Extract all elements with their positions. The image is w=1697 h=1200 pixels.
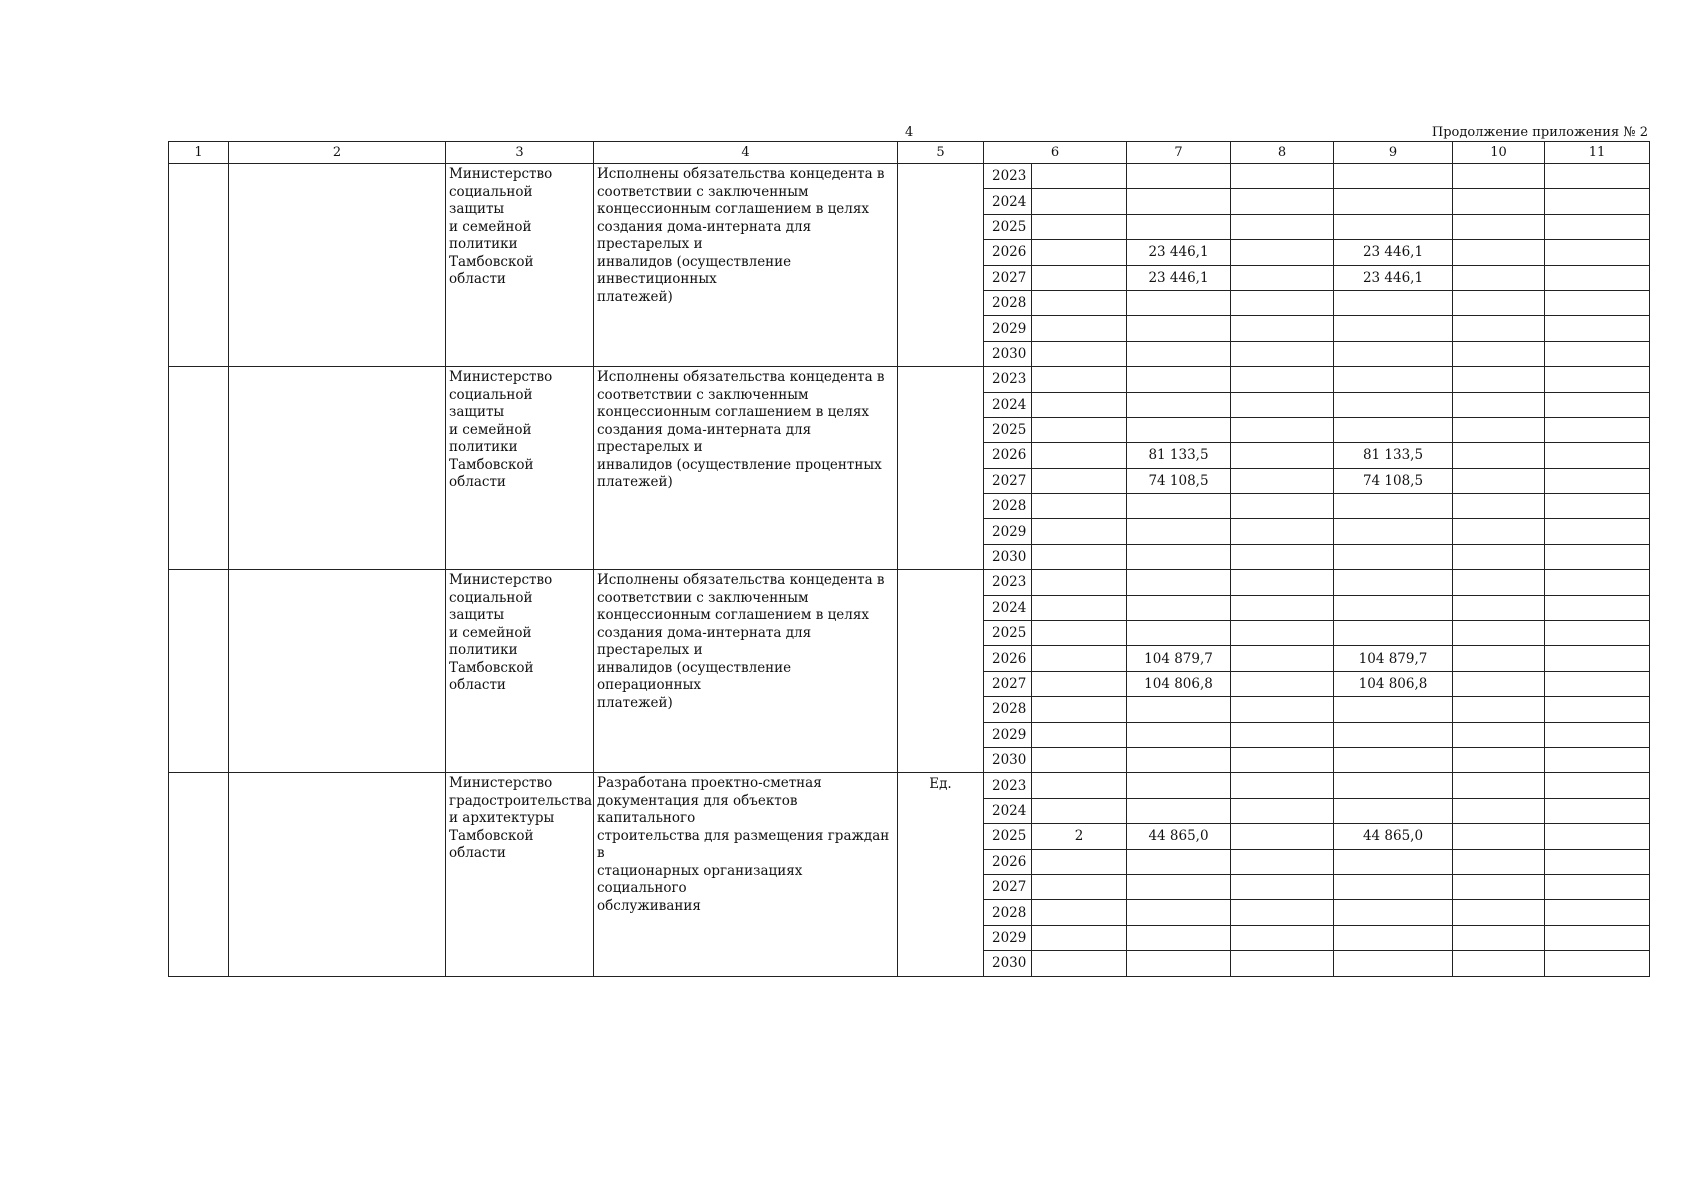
col8-value-cell (1231, 646, 1334, 671)
col10-value-cell (1453, 392, 1545, 417)
col6-value-cell (1032, 240, 1127, 265)
col6-value-cell (1032, 164, 1127, 189)
col6-value-cell (1032, 519, 1127, 544)
table-row (169, 367, 1650, 392)
col8-value-cell (1231, 773, 1334, 798)
col7-value-cell: 104 879,7 (1127, 646, 1231, 671)
header-col-7: 7 (1127, 142, 1231, 164)
col10-value-cell (1453, 265, 1545, 290)
table-body (169, 164, 1650, 977)
col9-value-cell (1334, 290, 1453, 315)
year-cell: 2026 (984, 646, 1032, 671)
col9-value-cell: 23 446,1 (1334, 240, 1453, 265)
year-cell: 2024 (984, 798, 1032, 823)
col11-value-cell (1545, 671, 1650, 696)
col6-value-cell (1032, 392, 1127, 417)
col9-value-cell (1334, 417, 1453, 442)
year-cell: 2029 (984, 519, 1032, 544)
description-cell: Исполнены обязательства концедента в соответствии с заключенным концессионным соглашением в целях создания дома-интерната для престарелых и инвалидов (осуществление инвестиционных платежей) (594, 164, 898, 367)
year-cell: 2023 (984, 367, 1032, 392)
col11-value-cell (1545, 443, 1650, 468)
col8-value-cell (1231, 367, 1334, 392)
col6-value-cell (1032, 722, 1127, 747)
year-cell: 2023 (984, 570, 1032, 595)
col7-value-cell (1127, 164, 1231, 189)
col11-value-cell (1545, 951, 1650, 976)
col10-value-cell (1453, 773, 1545, 798)
col9-value-cell: 81 133,5 (1334, 443, 1453, 468)
col9-value-cell (1334, 874, 1453, 899)
year-cell: 2026 (984, 240, 1032, 265)
col9-value-cell: 23 446,1 (1334, 265, 1453, 290)
col7-value-cell: 23 446,1 (1127, 265, 1231, 290)
indicator-name-cell (229, 773, 446, 976)
col6-value-cell (1032, 874, 1127, 899)
col10-value-cell (1453, 646, 1545, 671)
col10-value-cell (1453, 240, 1545, 265)
col8-value-cell (1231, 900, 1334, 925)
col11-value-cell (1545, 773, 1650, 798)
col8-value-cell (1231, 189, 1334, 214)
col10-value-cell (1453, 722, 1545, 747)
col11-value-cell (1545, 468, 1650, 493)
col8-value-cell (1231, 341, 1334, 366)
header-col-3: 3 (446, 142, 594, 164)
col10-value-cell (1453, 316, 1545, 341)
col7-value-cell (1127, 570, 1231, 595)
col10-value-cell (1453, 290, 1545, 315)
col9-value-cell (1334, 316, 1453, 341)
col7-value-cell (1127, 316, 1231, 341)
col11-value-cell (1545, 824, 1650, 849)
col8-value-cell (1231, 240, 1334, 265)
col6-value-cell (1032, 367, 1127, 392)
col9-value-cell (1334, 849, 1453, 874)
col8-value-cell (1231, 316, 1334, 341)
col10-value-cell (1453, 570, 1545, 595)
col9-value-cell (1334, 722, 1453, 747)
year-cell: 2023 (984, 773, 1032, 798)
year-cell: 2029 (984, 925, 1032, 950)
col9-value-cell (1334, 544, 1453, 569)
col9-value-cell (1334, 621, 1453, 646)
row-number-cell (169, 367, 229, 570)
col11-value-cell (1545, 392, 1650, 417)
header-col-1: 1 (169, 142, 229, 164)
col9-value-cell (1334, 392, 1453, 417)
col9-value-cell (1334, 900, 1453, 925)
col9-value-cell (1334, 595, 1453, 620)
year-cell: 2026 (984, 849, 1032, 874)
col7-value-cell (1127, 341, 1231, 366)
col6-value-cell (1032, 443, 1127, 468)
col9-value-cell: 74 108,5 (1334, 468, 1453, 493)
col11-value-cell (1545, 494, 1650, 519)
col6-value-cell (1032, 265, 1127, 290)
year-cell: 2028 (984, 494, 1032, 519)
col9-value-cell (1334, 341, 1453, 366)
year-cell: 2028 (984, 697, 1032, 722)
col6-value-cell (1032, 798, 1127, 823)
executor-cell: Министерство социальной защиты и семейной политики Тамбовской области (446, 367, 594, 570)
col11-value-cell (1545, 621, 1650, 646)
year-cell: 2025 (984, 824, 1032, 849)
col6-value-cell (1032, 951, 1127, 976)
col11-value-cell (1545, 290, 1650, 315)
indicator-name-cell (229, 164, 446, 367)
col6-value-cell (1032, 214, 1127, 239)
col7-value-cell (1127, 367, 1231, 392)
col7-value-cell (1127, 214, 1231, 239)
unit-cell (898, 570, 984, 773)
col7-value-cell (1127, 417, 1231, 442)
col8-value-cell (1231, 392, 1334, 417)
year-cell: 2030 (984, 544, 1032, 569)
col10-value-cell (1453, 519, 1545, 544)
executor-cell: Министерство социальной защиты и семейной политики Тамбовской области (446, 164, 594, 367)
col7-value-cell (1127, 722, 1231, 747)
header-col-10: 10 (1453, 142, 1545, 164)
col10-value-cell (1453, 951, 1545, 976)
header-col-9: 9 (1334, 142, 1453, 164)
col11-value-cell (1545, 747, 1650, 772)
col10-value-cell (1453, 468, 1545, 493)
year-cell: 2023 (984, 164, 1032, 189)
col8-value-cell (1231, 519, 1334, 544)
col10-value-cell (1453, 925, 1545, 950)
col6-value-cell (1032, 747, 1127, 772)
col8-value-cell (1231, 849, 1334, 874)
col10-value-cell (1453, 494, 1545, 519)
col11-value-cell (1545, 265, 1650, 290)
col7-value-cell (1127, 621, 1231, 646)
header-col-5: 5 (898, 142, 984, 164)
year-cell: 2024 (984, 189, 1032, 214)
year-cell: 2025 (984, 621, 1032, 646)
col9-value-cell (1334, 494, 1453, 519)
page-number: 4 (905, 125, 914, 140)
col8-value-cell (1231, 798, 1334, 823)
col6-value-cell (1032, 773, 1127, 798)
col7-value-cell (1127, 874, 1231, 899)
year-cell: 2030 (984, 341, 1032, 366)
col6-value-cell (1032, 900, 1127, 925)
col7-value-cell (1127, 747, 1231, 772)
col8-value-cell (1231, 494, 1334, 519)
col8-value-cell (1231, 951, 1334, 976)
col11-value-cell (1545, 316, 1650, 341)
executor-cell: Министерство социальной защиты и семейной политики Тамбовской области (446, 570, 594, 773)
header-row (169, 142, 1650, 164)
unit-cell (898, 164, 984, 367)
year-cell: 2030 (984, 747, 1032, 772)
col7-value-cell (1127, 189, 1231, 214)
col7-value-cell (1127, 900, 1231, 925)
col9-value-cell (1334, 214, 1453, 239)
col8-value-cell (1231, 443, 1334, 468)
year-cell: 2027 (984, 874, 1032, 899)
year-cell: 2025 (984, 417, 1032, 442)
col8-value-cell (1231, 265, 1334, 290)
col9-value-cell (1334, 747, 1453, 772)
col7-value-cell (1127, 290, 1231, 315)
header-col-6: 6 (984, 142, 1127, 164)
col6-value-cell (1032, 417, 1127, 442)
col9-value-cell: 104 879,7 (1334, 646, 1453, 671)
year-cell: 2027 (984, 468, 1032, 493)
col7-value-cell (1127, 494, 1231, 519)
col11-value-cell (1545, 874, 1650, 899)
col10-value-cell (1453, 697, 1545, 722)
year-cell: 2026 (984, 443, 1032, 468)
col7-value-cell (1127, 697, 1231, 722)
col9-value-cell (1334, 925, 1453, 950)
year-cell: 2024 (984, 392, 1032, 417)
description-cell: Разработана проектно-сметная документация для объектов капитального строительства для размещения граждан в стационарных организациях социального обслуживания (594, 773, 898, 976)
col11-value-cell (1545, 900, 1650, 925)
col6-value-cell (1032, 544, 1127, 569)
col6-value-cell (1032, 316, 1127, 341)
col6-value-cell (1032, 671, 1127, 696)
year-cell: 2027 (984, 265, 1032, 290)
col10-value-cell (1453, 164, 1545, 189)
header-col-8: 8 (1231, 142, 1334, 164)
col9-value-cell (1334, 697, 1453, 722)
year-cell: 2029 (984, 722, 1032, 747)
col10-value-cell (1453, 214, 1545, 239)
col8-value-cell (1231, 697, 1334, 722)
col11-value-cell (1545, 925, 1650, 950)
row-number-cell (169, 773, 229, 976)
col11-value-cell (1545, 570, 1650, 595)
description-cell: Исполнены обязательства концедента в соответствии с заключенным концессионным соглашением в целях создания дома-интерната для престарелых и инвалидов (осуществление операционных платежей) (594, 570, 898, 773)
col11-value-cell (1545, 722, 1650, 747)
unit-cell: Ед. (898, 773, 984, 976)
col10-value-cell (1453, 595, 1545, 620)
col7-value-cell (1127, 951, 1231, 976)
table-row (169, 570, 1650, 595)
col11-value-cell (1545, 798, 1650, 823)
col9-value-cell (1334, 367, 1453, 392)
col11-value-cell (1545, 240, 1650, 265)
col7-value-cell: 23 446,1 (1127, 240, 1231, 265)
col9-value-cell (1334, 189, 1453, 214)
col7-value-cell: 44 865,0 (1127, 824, 1231, 849)
executor-cell: Министерство градостроительства и архитектуры Тамбовской области (446, 773, 594, 976)
col10-value-cell (1453, 341, 1545, 366)
col9-value-cell (1334, 570, 1453, 595)
col11-value-cell (1545, 849, 1650, 874)
col10-value-cell (1453, 849, 1545, 874)
col11-value-cell (1545, 189, 1650, 214)
col10-value-cell (1453, 417, 1545, 442)
header-col-2: 2 (229, 142, 446, 164)
col11-value-cell (1545, 164, 1650, 189)
col6-value-cell (1032, 595, 1127, 620)
col8-value-cell (1231, 595, 1334, 620)
continuation-label: Продолжение приложения № 2 (1431, 125, 1648, 140)
col6-value-cell (1032, 697, 1127, 722)
col8-value-cell (1231, 621, 1334, 646)
col8-value-cell (1231, 214, 1334, 239)
col8-value-cell (1231, 570, 1334, 595)
col8-value-cell (1231, 468, 1334, 493)
col11-value-cell (1545, 341, 1650, 366)
col7-value-cell (1127, 925, 1231, 950)
col8-value-cell (1231, 417, 1334, 442)
indicator-name-cell (229, 570, 446, 773)
col10-value-cell (1453, 900, 1545, 925)
col6-value-cell (1032, 341, 1127, 366)
col11-value-cell (1545, 214, 1650, 239)
col9-value-cell: 44 865,0 (1334, 824, 1453, 849)
col7-value-cell (1127, 392, 1231, 417)
year-cell: 2030 (984, 951, 1032, 976)
col9-value-cell (1334, 798, 1453, 823)
col11-value-cell (1545, 367, 1650, 392)
col7-value-cell (1127, 519, 1231, 544)
col6-value-cell (1032, 290, 1127, 315)
year-cell: 2028 (984, 290, 1032, 315)
col6-value-cell (1032, 925, 1127, 950)
col8-value-cell (1231, 722, 1334, 747)
year-cell: 2025 (984, 214, 1032, 239)
year-cell: 2029 (984, 316, 1032, 341)
col10-value-cell (1453, 621, 1545, 646)
col6-value-cell (1032, 189, 1127, 214)
col11-value-cell (1545, 595, 1650, 620)
col11-value-cell (1545, 544, 1650, 569)
col7-value-cell: 104 806,8 (1127, 671, 1231, 696)
col6-value-cell (1032, 570, 1127, 595)
col9-value-cell (1334, 951, 1453, 976)
col8-value-cell (1231, 544, 1334, 569)
col11-value-cell (1545, 519, 1650, 544)
col11-value-cell (1545, 646, 1650, 671)
row-number-cell (169, 164, 229, 367)
col7-value-cell: 74 108,5 (1127, 468, 1231, 493)
header-col-11: 11 (1545, 142, 1650, 164)
col11-value-cell (1545, 697, 1650, 722)
col6-value-cell: 2 (1032, 824, 1127, 849)
col8-value-cell (1231, 290, 1334, 315)
col8-value-cell (1231, 164, 1334, 189)
col7-value-cell: 81 133,5 (1127, 443, 1231, 468)
col8-value-cell (1231, 824, 1334, 849)
col10-value-cell (1453, 544, 1545, 569)
year-cell: 2027 (984, 671, 1032, 696)
col7-value-cell (1127, 849, 1231, 874)
col8-value-cell (1231, 747, 1334, 772)
col7-value-cell (1127, 595, 1231, 620)
row-number-cell (169, 570, 229, 773)
col10-value-cell (1453, 874, 1545, 899)
col10-value-cell (1453, 189, 1545, 214)
year-cell: 2024 (984, 595, 1032, 620)
col9-value-cell (1334, 773, 1453, 798)
col8-value-cell (1231, 925, 1334, 950)
col10-value-cell (1453, 671, 1545, 696)
col7-value-cell (1127, 798, 1231, 823)
col10-value-cell (1453, 443, 1545, 468)
table-row (169, 773, 1650, 798)
col6-value-cell (1032, 468, 1127, 493)
col8-value-cell (1231, 874, 1334, 899)
table-row (169, 164, 1650, 189)
col10-value-cell (1453, 747, 1545, 772)
col9-value-cell (1334, 164, 1453, 189)
col6-value-cell (1032, 646, 1127, 671)
indicator-name-cell (229, 367, 446, 570)
description-cell: Исполнены обязательства концедента в соответствии с заключенным концессионным соглашением в целях создания дома-интерната для престарелых и инвалидов (осуществление процентных платежей) (594, 367, 898, 570)
unit-cell (898, 367, 984, 570)
col6-value-cell (1032, 849, 1127, 874)
col10-value-cell (1453, 824, 1545, 849)
col6-value-cell (1032, 494, 1127, 519)
col6-value-cell (1032, 621, 1127, 646)
col11-value-cell (1545, 417, 1650, 442)
col9-value-cell (1334, 519, 1453, 544)
header-col-4: 4 (594, 142, 898, 164)
col8-value-cell (1231, 671, 1334, 696)
col7-value-cell (1127, 773, 1231, 798)
col10-value-cell (1453, 367, 1545, 392)
appendix-table (168, 141, 1650, 977)
col7-value-cell (1127, 544, 1231, 569)
col9-value-cell: 104 806,8 (1334, 671, 1453, 696)
year-cell: 2028 (984, 900, 1032, 925)
col10-value-cell (1453, 798, 1545, 823)
